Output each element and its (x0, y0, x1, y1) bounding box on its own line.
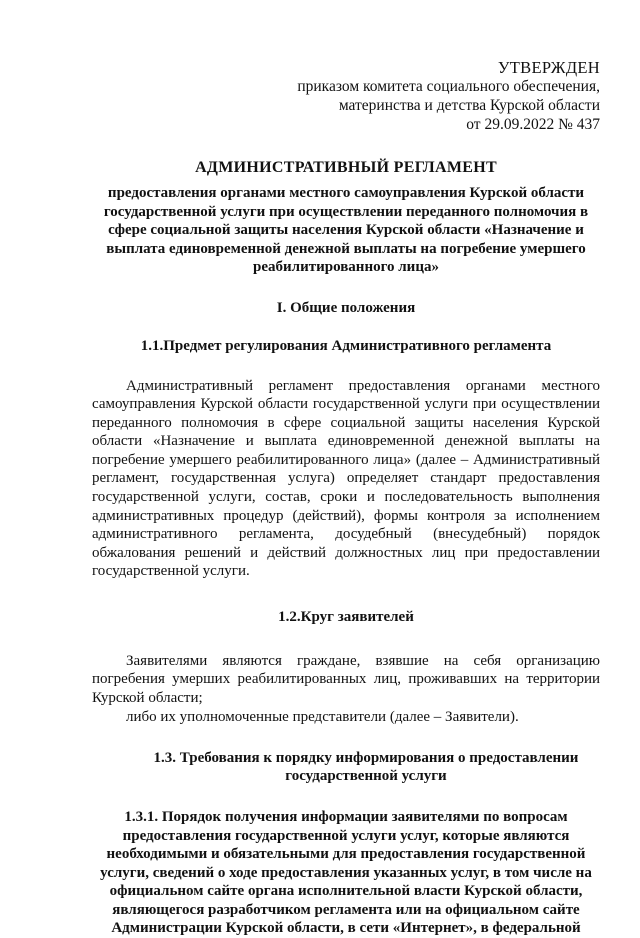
approval-block (92, 0, 600, 134)
section-1-1-heading: 1.1.Предмет регулирования Административного регламента (140, 338, 552, 354)
document-subtitle: предоставления органами местного самоуправления Курской области государственной услуги при осуществлении переданного полномочия в сфере социальной защиты населения Курской области «Назначение и выплата единовременной денежной выплаты на погребение умершего реабилитированного лица» (103, 185, 589, 275)
section-1-3-1-text: 1.3.1. Порядок получения информации заявителями по вопросам предоставления государственной услуги услуг, которые являются необходимыми и обязательными для предоставления государственной услуги, сведений о ходе предоставления указанных услуг, в том числе на официальном сайте органа исполнительной власти Курской области, являющегося разработчиком регламента или на официальном сайте Администрации Курской области, в сети «Интернет», в федеральной (100, 808, 592, 937)
section-1-3-heading: 1.3. Требования к порядку информирования о предоставлении государственной услуги (153, 749, 579, 785)
section-1-2-text-2: либо их уполномоченные представители (далее – Заявители). (126, 709, 519, 726)
document-title: АДМИНИСТРАТИВНЫЙ РЕГЛАМЕНТ (195, 159, 497, 176)
section-general-heading: I. Общие положения (276, 299, 416, 316)
section-1-2-text-1: Заявителями являются граждане, взявшие на себя организацию погребения умерших реабилитированных лиц, проживавших на территории Курской области; (92, 652, 600, 706)
approval-line-2: материнства и детства Курской области (338, 97, 600, 114)
section-1-2-heading: 1.2.Круг заявителей (278, 609, 414, 626)
approval-line-1: приказом комитета социального обеспечения, (297, 78, 600, 95)
approval-line-3: от 29.09.2022 № 437 (466, 116, 600, 133)
approval-stamp: УТВЕРЖДЕН (497, 58, 600, 77)
section-1-1-text: Административный регламент предоставления органами местного самоуправления Курской области государственной услуги при осуществлении переданного полномочия в сфере социальной защиты населения Курской области «Назначение и выплата единовременной денежной выплаты на погребение умершего реабилитированного лица» (далее – Административный регламент, государственная услуга) определяет стандарт предоставления государственной услуги, состав, сроки и последовательность выполнения административных процедур (действий), формы контроля за исполнением административного регламента, досудебный (внесудебный) порядок обжалования решений и действий должностных лиц при предоставлении государственной услуги. (92, 377, 600, 580)
